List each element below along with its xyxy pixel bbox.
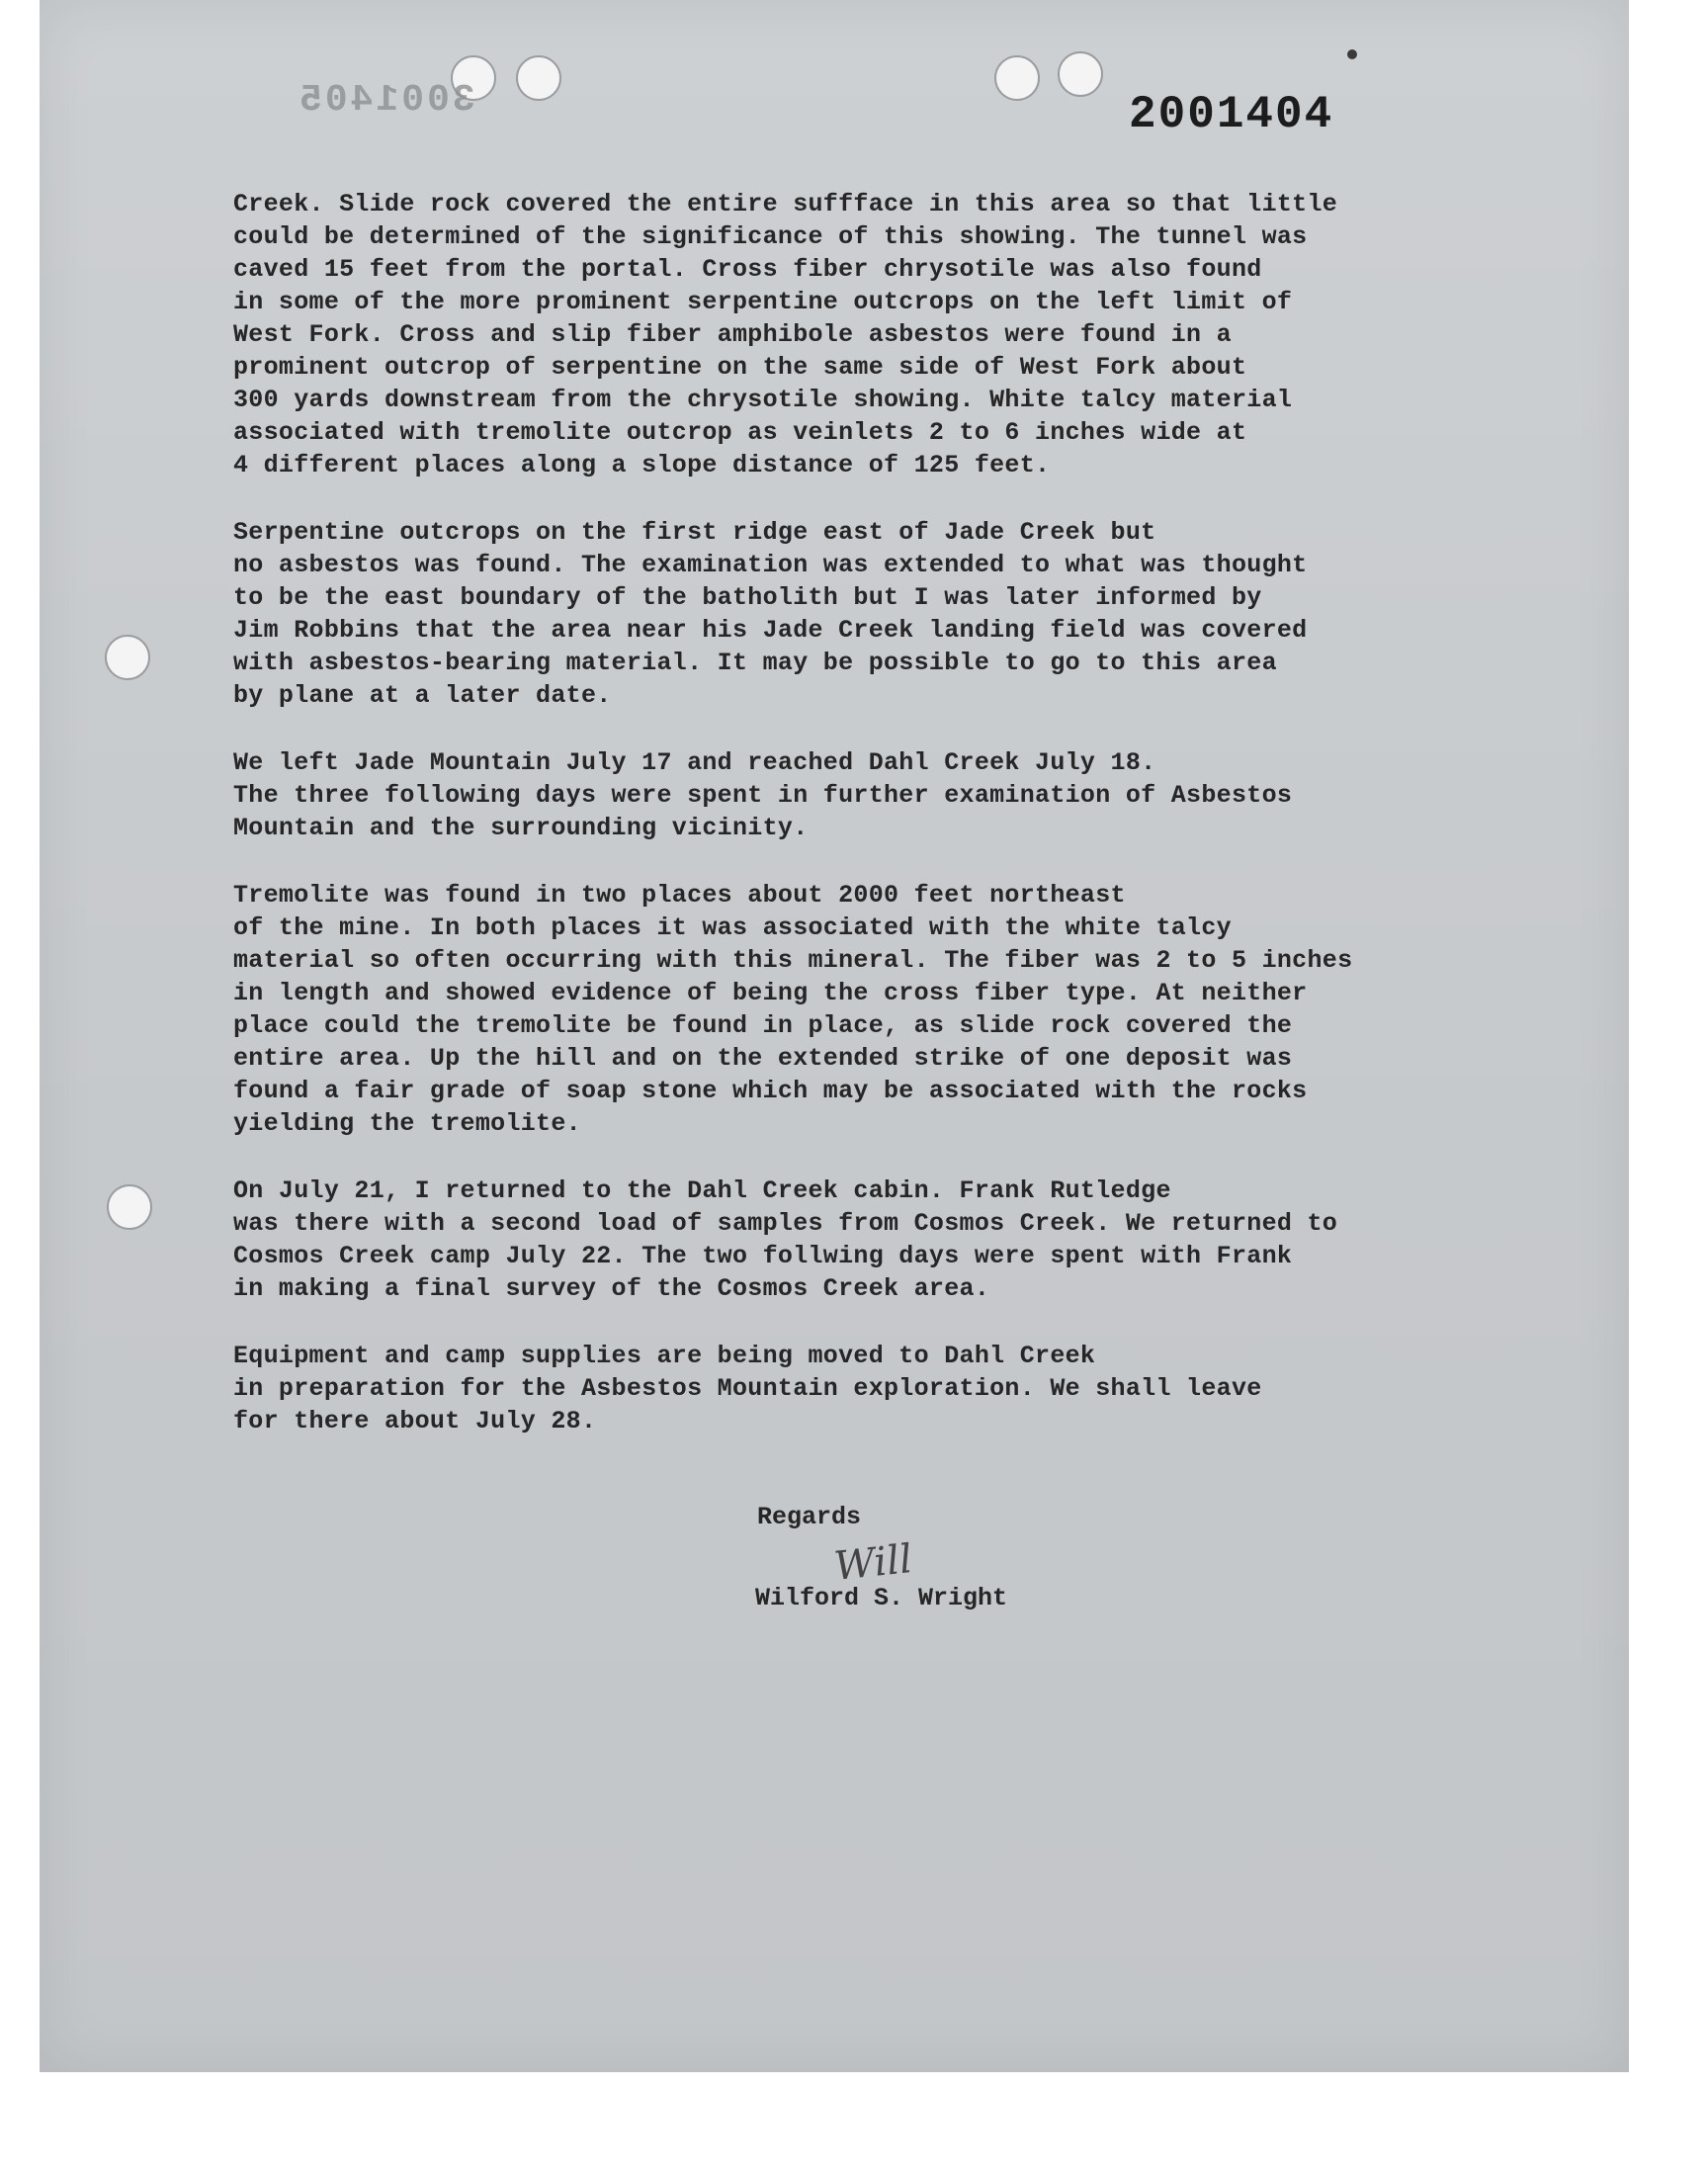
paragraph: Serpentine outcrops on the first ridge east of Jade Creek but no asbestos was found. The examination was extended to what was thought to be the east boundary of the batholith but I was later informed by Jim Robbins that the area near his Jade Creek landing field was covered with asbestos-bearing material. It may be possible to go to this area by plane at a later date. [233,518,1308,710]
handwritten-signature: Will [831,1536,914,1590]
document-number: 2001404 [1129,89,1334,140]
punch-hole-top-4 [1058,51,1103,97]
closing-salutation: Regards [757,1503,862,1531]
signer-name: Wilford S. Wright [755,1584,1008,1612]
paragraph: Creek. Slide rock covered the entire suffface in this area so that little could be determined of the significance of this showing. The tunnel was caved 15 feet from the portal. Cross fiber chrysotile was also found in some of the more prominent serpentine outcrops on the left limit of West Fork. Cross and slip fiber amphibole asbestos were found in a prominent outcrop of serpentine on the same side of West Fork about 300 yards downstream from the chrysotile showing. White talcy material associated with tremolite outcrop as veinlets 2 to 6 inches wide at 4 different places along a slope distance of 125 feet. [233,190,1338,479]
paragraph: Equipment and camp supplies are being moved to Dahl Creek in preparation for the Asbestos Mountain exploration. We shall leave for there about July 28. [233,1342,1262,1436]
letter-body [233,188,1469,1472]
ink-speck [1347,49,1357,59]
punch-hole-left-1 [105,635,150,680]
paragraph: We left Jade Mountain July 17 and reached Dahl Creek July 18. The three following days were spent in further examination of Asbestos Mountain and the surrounding vicinity. [233,748,1293,842]
bottom-margin [0,2104,1708,2175]
paragraph: On July 21, I returned to the Dahl Creek cabin. Frank Rutledge was there with a second load of samples from Cosmos Creek. We returned to Cosmos Creek camp July 22. The two follwing days were spent with Frank in making a final survey of the Cosmos Creek area. [233,1176,1338,1303]
punch-hole-top-3 [994,55,1040,101]
punch-hole-left-2 [107,1184,152,1230]
punch-hole-top-2 [516,55,561,101]
bleed-through-stamp: 3001405 [297,79,475,122]
paragraph: Tremolite was found in two places about 2000 feet northeast of the mine. In both places it was associated with the white talcy material so often occurring with this mineral. The fiber was 2 to 5 inches in length and showed evidence of being the cross fiber type. At neither place could the tremolite be found in place, as slide rock covered the entire area. Up the hill and on the extended strike of one deposit was found a fair grade of soap stone which may be associated with the rocks yielding the tremolite. [233,881,1353,1138]
